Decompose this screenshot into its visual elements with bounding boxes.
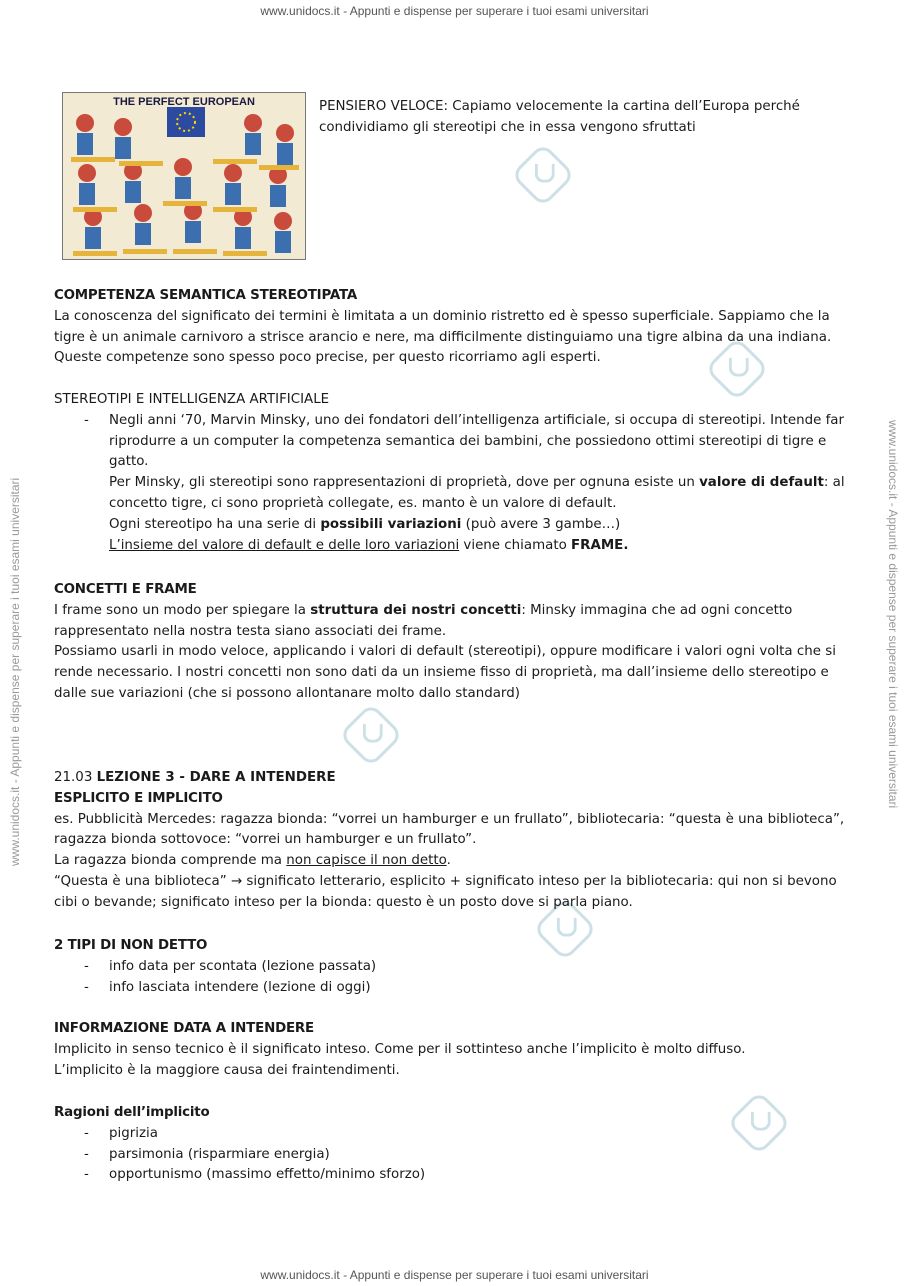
section-title: STEREOTIPI E INTELLIGENZA ARTIFICIALE — [54, 392, 330, 407]
text: viene chiamato — [459, 537, 572, 553]
intro-paragraph: PENSIERO VELOCE: Capiamo velocemente la cartina dell’Europa perché condividiamo gli stereotipi che in essa vengono sfruttati — [319, 99, 800, 135]
paragraph — [54, 473, 859, 515]
paragraph — [54, 515, 859, 536]
paragraph: Possiamo usarli in modo veloce, applicando i valori di default (stereotipi), oppure modificare i valori ogni volta che si rende necessario. I nostri concetti non sono dati da un insieme fisso di proprietà, ma dall’insieme dello stereotipo e dalle sue variazioni (che si possono allontanare molto dallo standard) — [54, 644, 836, 701]
section-tipi-non-detto — [54, 936, 859, 998]
section-concetti-frame — [54, 580, 859, 705]
list-item: - Negli anni ‘70, Marvin Minsky, uno dei fondatori dell’intelligenza artificiale, si occupa di stereotipi. Intende far riprodurre a un computer la competenza semantica dei bambini, che possiedono ottimi stereotipi di tigre e gatto. — [54, 411, 859, 473]
bottom-watermark[interactable]: www.unidocs.it - Appunti e dispense per superare i tuoi esami universitari — [260, 1268, 649, 1282]
text: Ogni stereotipo ha una serie di — [109, 516, 321, 532]
list-item: - opportunismo (massimo effetto/minimo sforzo) — [54, 1165, 859, 1186]
section-stereotipi-ia — [54, 390, 859, 556]
top-watermark[interactable]: www.unidocs.it - Appunti e dispense per superare i tuoi esami universitari — [260, 4, 649, 18]
paragraph: La conoscenza del significato dei termini è limitata a un dominio ristretto ed è spesso superficiale. Sappiamo che la tigre è un animale carnivoro a strisce arancio e nere, ma difficilmente distinguiamo una tigre albina da una indiana. Queste competenze sono spesso poco precise, per questo ricorriamo agli esperti. — [54, 308, 832, 366]
unidocs-logo-icon — [338, 702, 403, 767]
paragraph: L’implicito è la maggiore causa dei fraintendimenti. — [54, 1062, 400, 1078]
lesson-date: 21.03 — [54, 770, 97, 785]
list-item: - info data per scontata (lezione passata) — [54, 957, 859, 978]
paragraph: es. Pubblicità Mercedes: ragazza bionda: “vorrei un hamburger e un frullato”, bibliotecaria: “questa è una biblioteca”, ragazza bionda sottovoce: “vorrei un hamburger e un frullato”. — [54, 811, 845, 848]
right-side-watermark: www.unidocs.it - Appunti e dispense per superare i tuoi esami universitari — [886, 420, 900, 809]
text: Per Minsky, gli stereotipi sono rappresentazioni di proprietà, dove per ognuna esiste un — [109, 475, 700, 491]
left-side-watermark: www.unidocs.it - Appunti e dispense per superare i tuoi esami universitari — [8, 477, 22, 866]
section-title: CONCETTI E FRAME — [54, 582, 197, 597]
list-item: - info lasciata intendere (lezione di oggi) — [54, 978, 859, 999]
section-title: COMPETENZA SEMANTICA STEREOTIPATA — [54, 288, 358, 303]
bold-term: valore di default — [699, 475, 824, 491]
poster-title: THE PERFECT EUROPEAN — [113, 96, 255, 108]
section-title: 2 TIPI DI NON DETTO — [54, 938, 208, 953]
list-item: - parsimonia (risparmiare energia) — [54, 1145, 859, 1166]
paragraph: “Questa è una biblioteca” → significato letterario, esplicito + significato inteso per la bibliotecaria: qui non si bevono cibi o bevande; significato inteso per la bionda: questo è un posto dove si parla piano. — [54, 873, 837, 910]
list — [54, 957, 859, 999]
section-title: Ragioni dell’implicito — [54, 1105, 210, 1120]
unidocs-logo-icon — [510, 142, 575, 207]
text: La ragazza bionda comprende ma — [54, 853, 287, 869]
section-title: ESPLICITO E IMPLICITO — [54, 790, 223, 806]
section-competenza — [54, 286, 859, 369]
bold-term: FRAME. — [571, 537, 629, 553]
text: : al concetto tigre, ci sono proprietà collegate, es. manto è un valore di default. — [109, 475, 845, 511]
text: . — [446, 853, 451, 869]
text: : Minsky immagina che ad ogni concetto rappresentato nella nostra testa siano associati dei frame. — [54, 602, 793, 639]
paragraph — [54, 536, 859, 557]
underlined-text: L’insieme del valore di default e delle loro variazioni — [109, 537, 460, 553]
list — [54, 411, 859, 473]
bold-term: possibili variazioni — [320, 516, 462, 532]
section-ragioni — [54, 1103, 859, 1186]
section-title: INFORMAZIONE DATA A INTENDERE — [54, 1021, 314, 1036]
paragraph: Implicito in senso tecnico è il significato inteso. Come per il sottinteso anche l’implicito è molto diffuso. — [54, 1041, 746, 1057]
text: I frame sono un modo per spiegare la — [54, 602, 311, 618]
paragraph — [54, 851, 859, 872]
paragraph — [54, 601, 859, 643]
bold-term: struttura dei nostri concetti — [310, 602, 522, 618]
text: (può avere 3 gambe…) — [461, 516, 621, 532]
list — [54, 1124, 859, 1186]
perfect-european-poster — [62, 92, 306, 260]
lesson-heading — [54, 768, 859, 789]
section-lezione-3 — [54, 768, 859, 914]
list-item: - pigrizia — [54, 1124, 859, 1145]
lesson-title: LEZIONE 3 - DARE A INTENDERE — [96, 770, 336, 785]
section-informazione — [54, 1019, 859, 1081]
underlined-text: non capisce il non detto — [286, 853, 447, 869]
poster-illustration — [63, 93, 305, 259]
